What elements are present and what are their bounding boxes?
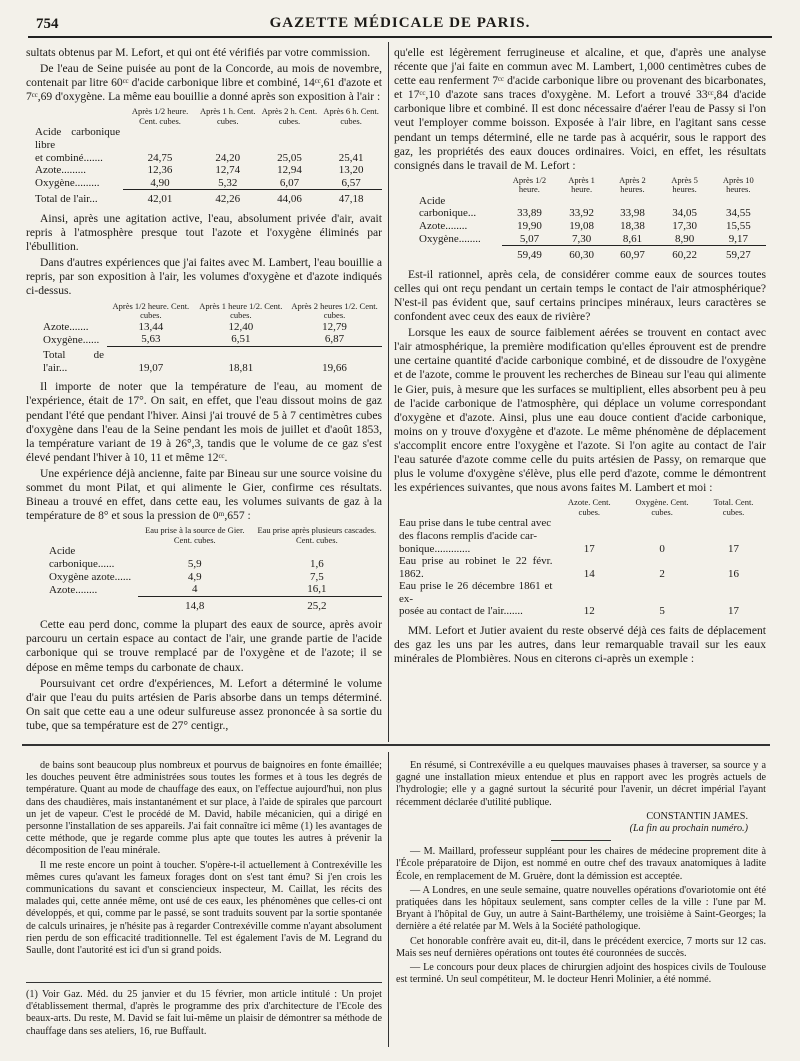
table-cell: 5,07 xyxy=(519,232,540,245)
table-cell: 14 xyxy=(583,567,595,580)
table-cell: 7,5 xyxy=(309,570,324,583)
paragraph: Il me reste encore un point à toucher. S'opère-t-il actuellement à Contrexéville les mêmes cures qu'avant les fameux forages dont on s'est tant ému? Si j'en crois les communications du savant et consciencieux inspecteur, M. Caillat, les récits des malades qui, cette année même, ont usé de ces eaux, les phénomènes que celles-ci ont développés, et qui, comme par le passé, se sont traduits souvent par la sortie spontanée de calculs urinaires, je n'hésite pas à regarder Contrexéville comme n'ayant absolument rien perdu de son efficacité traditionnelle. Tel est également l'avis de M. Legrand du Saulle, dont l'autorité est ici d'un si grand poids. xyxy=(26,859,382,957)
table-cell: 12,74 xyxy=(215,164,241,177)
paragraph: Cette eau perd donc, comme la plupart des eaux de source, après avoir parcouru un certain espace au contact de l'air, une grande partie de l'acide carbonique qui se trouve remplacé par de l'oxygène et de l'azote; il se dépose en même temps du carbonate de chaux. xyxy=(26,618,382,674)
paragraph: Lorsque les eaux de source faiblement aérées se trouvent en contact avec l'air atmosphérique, la première modification qu'elles éprouvent est de prendre une certaine quantité d'acide carbonique combiné, et de dissoudre de l'oxygène et de l'azote, comme le prouvent les recherches de Bineau sur l'eau qui alimente le Gier, puis, à mesure que les surfaces se multiplient, elles absorbent peu à peu de l'acide carbonique de l'atmosphère, qui déplace un volume correspondant d'oxygène et d'azote. Ainsi, plus une eau douce contient d'acide carbonique, moins on y trouve d'oxygène et d'azote. Le même phénomène de déplacement s'accomplit encore entre l'oxygène et l'azote. Si l'on agite au contact de l'air l'eau saturée d'azote comme celle du puits artésien de Passy, on remarque que plus le volume d'oxygène s'élève, plus elle perd d'azote, comme le démontrent les expériences suivantes, que nous avons faites M. Lambert et moi : xyxy=(394,326,766,495)
author-signature: CONSTANTIN JAMES. xyxy=(646,810,748,822)
row-label: Azote......... xyxy=(35,164,87,177)
row-label: Oxygène azote...... xyxy=(49,570,132,583)
table-total-row xyxy=(416,246,766,262)
table-header-cell xyxy=(32,107,123,126)
row-label: Oxygène...... xyxy=(43,333,100,346)
table-header-cell: Après 1 heure 1/2. Cent. cubes. xyxy=(199,300,283,320)
paragraph: De l'eau de Seine puisée au pont de la Concorde, au mois de novembre, contenait par litre 60ᶜᶜ d'acide carbonique libre et combiné, 14ᶜᶜ,61 d'azote et 7ᶜᶜ,69 d'oxygène. La même eau bouillie a donné après son exposition à l'air : xyxy=(26,62,382,104)
table-cell: 1,6 xyxy=(309,557,324,570)
table-cell: 44,06 xyxy=(259,190,321,206)
table-cell xyxy=(123,126,197,151)
row-label: Acide carbonique libre xyxy=(35,126,121,151)
table-cell: 16 xyxy=(728,567,740,580)
table-cell xyxy=(555,530,623,543)
table-cell: 5,9 xyxy=(187,557,202,570)
news-item: Cet honorable confrère avait eu, dit-il, dans le précédent exercice, 7 morts sur 12 cas. Mais ses neuf dernières opérations ont toutes été couronnées de succès. xyxy=(396,935,766,959)
table-row xyxy=(46,571,382,584)
table-header-cell: Après 1/2 heure. Cent. cubes. xyxy=(131,106,189,126)
table-header-row xyxy=(40,302,382,321)
table-header-cell: Oxygène. Cent. cubes. xyxy=(635,497,689,517)
table-cell: 5 xyxy=(659,605,665,618)
table-cell: 42,01 xyxy=(123,190,197,206)
table-cell: 8,61 xyxy=(622,232,643,245)
table-cell: 25,05 xyxy=(277,151,302,164)
table-header-row xyxy=(46,526,382,545)
table-header-cell xyxy=(46,526,138,545)
right-column xyxy=(394,46,766,668)
table-cell: 4,9 xyxy=(187,570,202,583)
table-cell: 33,98 xyxy=(620,207,645,220)
row-label: Azote....... xyxy=(43,320,89,333)
table-cell: 12,36 xyxy=(147,164,173,177)
column-divider xyxy=(388,42,389,742)
row-label: Acide carbonique... xyxy=(419,194,477,220)
table-header-row xyxy=(416,176,766,195)
paragraph: de bains sont beaucoup plus nombreux et pourvus de baignoires en fonte émaillée; les douches peuvent être administrées sous toutes les formes et à tous les degrés de température. Quant au mode de chauffage des eaux, on l'effectue aujourd'hui, non plus dans des chaudières, mais instantanément et sur place, à l'aide de spirales que parcourt un jet de vapeur. C'est le procédé de M. David, habile mécanicien, qui a dirigé en personne l'installation de ses appareils. J'ai fait connaître ici même (1) les avantages de cette méthode, que je regarde comme plus apte que toutes les autres à prévenir la décomposition de l'eau minérale. xyxy=(26,760,382,857)
table-header-cell: Après 1 h. Cent. cubes. xyxy=(200,106,256,126)
continued-note: (La fin au prochain numéro.) xyxy=(629,823,748,835)
table-header-cell xyxy=(416,176,502,195)
header-rule xyxy=(28,36,772,38)
paragraph: qu'elle est légèrement ferrugineuse et alcaline, et que, d'après une analyse récente que j'ai faite en commun avec M. Lambert, 1,000 centimètres cubes de cette eau renferment 7ᶜᶜ d'acide carbonique libre ou provenant des bicarbonates, et 17ᶜᶜ,10 d'azote sans traces d'oxygène. M. Lefort a trouvé 33ᶜᶜ,84 d'acide carbonique libre et combiné. Il est donc nécessaire d'aérer l'eau de Passy si l'on veut l'employer comme boisson. Exposée à l'air libre, en l'agitant sans cesse pendant un temps déterminé, elle ne tarde pas à acquérir, sous le rapport des gaz, les propriétés des eaux douces ordinaires. Voici, en effet, les résultats consignés dans le travail de M. Lefort : xyxy=(394,46,766,172)
news-divider xyxy=(551,840,611,841)
table-lambert-experiments xyxy=(40,302,382,375)
table-row xyxy=(46,545,382,570)
table-cell: 6,07 xyxy=(279,176,300,189)
table-cell: 9,17 xyxy=(728,232,748,245)
table-cell: 34,55 xyxy=(725,207,751,220)
table-row xyxy=(32,152,382,165)
table-total-row xyxy=(40,346,382,374)
table-cell: 60,22 xyxy=(659,246,711,262)
row-label xyxy=(416,246,502,262)
table-cell: 14,8 xyxy=(138,596,252,612)
table-cell: 25,2 xyxy=(252,596,382,612)
table-row xyxy=(32,164,382,177)
table-cell: 60,97 xyxy=(606,246,658,262)
table-cell xyxy=(555,517,623,530)
table-row xyxy=(396,517,766,530)
table-cell: 17,30 xyxy=(672,220,697,233)
table-cell: 59,27 xyxy=(711,246,766,262)
table-cell xyxy=(701,517,766,530)
table-header-cell xyxy=(40,302,107,321)
table-cell: 4 xyxy=(192,583,198,596)
table-total-row xyxy=(32,190,382,206)
table-cell: 19,08 xyxy=(569,220,594,233)
table-cell: 8,90 xyxy=(674,232,695,245)
bottom-right-column xyxy=(396,760,766,988)
paragraph: Il importe de noter que la température de l'eau, au moment de l'expérience, était de 17°. On sait, en effet, que l'eau dissout moins de gaz pendant l'été que pendant l'hiver. Ainsi j'ai trouvé de 5 à 7 centimètres cubes d'oxygène dans l'eau de la Seine pendant les mois de juillet et d'août 1853, la température variant de 19 à 26°,3, tandis que le volume de ce gaz s'est élevé pendant l'hiver à 10, 11 et même 12ᶜᶜ. xyxy=(26,380,382,464)
table-cell xyxy=(555,580,623,605)
row-label: bonique............. xyxy=(399,542,471,555)
table-cell: 19,90 xyxy=(517,220,542,233)
table-cell: 25,41 xyxy=(338,151,364,164)
table-cell: 18,38 xyxy=(620,220,645,233)
row-label: Total de l'air... xyxy=(35,193,98,206)
page-header xyxy=(28,12,772,38)
table-cell: 5,63 xyxy=(141,333,161,346)
table-cell: 2 xyxy=(659,567,665,580)
table-cell xyxy=(701,530,766,543)
table-cell: 6,51 xyxy=(231,333,251,346)
table-header-cell: Après 1 heure. xyxy=(568,174,595,195)
row-label: Eau prise dans le tube central avec xyxy=(399,517,552,530)
paragraph: MM. Lefort et Jutier avaient du reste observé déjà ces faits de déplacement des gaz les uns par les autres, dans leur remarquable travail sur les eaux minérales de Plombières. Nous en citerons ci-après un exemple : xyxy=(394,624,766,666)
news-item: — M. Maillard, professeur suppléant pour les chaires de médecine proprement dite à l'École préparatoire de Dijon, est nommé en outre chef des travaux anatomiques à ladite École, en remplacement de M. Gruère, dont la démission est acceptée. xyxy=(396,846,766,882)
news-item: — Le concours pour deux places de chirurgien adjoint des hospices civils de Toulouse est terminé. Un seul compétiteur, M. le docteur Henri Molinier, a été nommé. xyxy=(396,962,766,986)
row-label: posée au contact de l'air....... xyxy=(399,605,523,618)
table-row xyxy=(396,555,766,580)
table-row xyxy=(416,195,766,220)
row-label: Azote........ xyxy=(419,220,468,233)
table-cell: 16,1 xyxy=(307,583,327,596)
row-label: Total de l'air... xyxy=(43,349,105,374)
table-cell: 17 xyxy=(583,542,595,555)
table-cell: 60,30 xyxy=(557,246,607,262)
table-cell: 24,75 xyxy=(147,151,173,164)
table-row xyxy=(396,580,766,605)
row-label: des flacons remplis d'acide car- xyxy=(399,529,537,542)
table-cell: 17 xyxy=(728,542,740,555)
table-row xyxy=(32,126,382,151)
section-divider xyxy=(22,744,770,746)
table-cell: 13,44 xyxy=(138,320,164,333)
paragraph: Dans d'autres expériences que j'ai faites avec M. Lambert, l'eau bouillie a repris, par son exposition à l'air, les volumes d'oxygène et d'azote indiqués ci-dessus. xyxy=(26,256,382,298)
footnote: (1) Voir Gaz. Méd. du 25 janvier et du 15 février, mon article intitulé : Un projet d'établissement thermal, d'après le programme des prix d'architecture de l'Ecole des beaux-arts. Du reste, M. David se fait lui-même un plaisir de démontrer sa méthode de chauffage dans ses ateliers, 16, rue Buffault. xyxy=(26,982,382,1038)
table-bineau-gier xyxy=(46,526,382,612)
paragraph: Ainsi, après une agitation active, l'eau, absolument privée d'air, avait repris à l'atmosphère presque tout l'azote et l'oxygène éliminés par l'ébullition. xyxy=(26,211,382,254)
table-cell: 17 xyxy=(728,605,740,618)
row-label: Oxygène........ xyxy=(419,233,481,246)
table-header-cell: Après 2 heures 1/2. Cent. cubes. xyxy=(291,300,378,320)
table-header-cell: Après 1/2 heure. xyxy=(512,174,547,195)
table-row xyxy=(416,233,766,246)
table-header-cell: Eau prise à la source de Gier. Cent. cubes. xyxy=(145,525,245,545)
table-azote-oxygene xyxy=(396,498,766,618)
table-cell: 6,87 xyxy=(324,333,345,346)
table-cell: 13,20 xyxy=(338,164,364,177)
table-header-cell: Azote. Cent. cubes. xyxy=(567,497,611,517)
paragraph: sultats obtenus par M. Lefort, et qui ont été vérifiés par votre commission. xyxy=(26,46,371,59)
row-label: Eau prise le 26 décembre 1861 et ex- xyxy=(399,580,553,605)
table-row xyxy=(396,605,766,618)
paragraph: Poursuivant cet ordre d'expériences, M. Lefort a déterminé le volume d'air que l'eau du puits artésien de Paris absorbe dans un temps déterminé. On sait que cette eau a une odeur sulfureuse assez prononcée à sa sortie du tube, que sa température est de 27° centigr., xyxy=(26,676,382,732)
row-label: Oxygène......... xyxy=(35,177,100,190)
paragraph: Est-il rationnel, après cela, de considérer comme eaux de sources toutes celles qui ont reçu pendant un certain temps le contact de l'air atmosphérique? N'est-il pas évident que, sauf certains principes minéraux, leurs caractères se confondent avec ceux des eaux de rivière? xyxy=(394,267,766,324)
table-cell: 5,32 xyxy=(218,176,238,189)
paragraph: Une expérience déjà ancienne, faite par Bineau sur une source voisine du sommet du mont Pilat, et qui alimente le Gier, confirme ces résultats. Bineau a trouvé en effet, dans cette eau, les volumes suivants de gaz à la température de 8° et sous la pression de 0ᵐ,657 : xyxy=(26,466,382,523)
table-header-row xyxy=(32,107,382,126)
bottom-left-column xyxy=(26,760,382,959)
table-cell: 7,30 xyxy=(571,232,592,245)
table-cell: 34,05 xyxy=(672,207,697,220)
table-passy-water xyxy=(416,176,766,262)
table-cell xyxy=(197,126,259,151)
table-row xyxy=(32,177,382,190)
paragraph: En résumé, si Contrexéville a eu quelques mauvaises phases à traverser, sa source y a gagné une installation mieux entendue et plus en rapport avec les progrès actuels de l'hydrologie; elle y a gagné surtout la sécurité pour l'avenir, un décret impérial l'ayant récemment déclarée d'utilité publique. xyxy=(396,760,766,808)
table-row xyxy=(396,530,766,543)
table-cell: 59,49 xyxy=(502,246,557,262)
table-row xyxy=(396,543,766,556)
column-divider xyxy=(388,752,389,1047)
table-cell xyxy=(623,580,701,605)
table-header-cell: Après 2 heures. xyxy=(619,174,646,195)
table-cell: 47,18 xyxy=(320,190,382,206)
page-number: 754 xyxy=(36,16,59,32)
table-header-cell: Après 10 heures. xyxy=(722,174,754,195)
table-row xyxy=(416,220,766,233)
table-total-row xyxy=(46,596,382,612)
table-cell: 6,57 xyxy=(341,176,361,189)
table-cell: 18,81 xyxy=(195,346,287,374)
table-cell: 12 xyxy=(583,605,595,618)
table-header-row xyxy=(396,498,766,517)
table-cell: 24,20 xyxy=(215,151,241,164)
table-cell: 42,26 xyxy=(197,190,259,206)
left-column xyxy=(26,46,382,735)
table-cell: 12,79 xyxy=(322,320,347,333)
table-header-cell xyxy=(396,498,555,517)
table-header-cell: Après 6 h. Cent. cubes. xyxy=(323,106,379,126)
table-cell: 33,92 xyxy=(569,207,594,220)
journal-title: GAZETTE MÉDICALE DE PARIS. xyxy=(269,15,531,31)
table-cell: 15,55 xyxy=(725,220,751,233)
table-row xyxy=(40,333,382,346)
table-cell xyxy=(623,517,701,530)
news-item: — A Londres, en une seule semaine, quatre nouvelles opérations d'ovariotomie ont été pratiquées dans les hôpitaux seulement, sans compter celles de la ville : l'une par M. Bryant à l'hôpital de Guy, un autre à Saint-Barthélemy, une troisième à Saint-Georges; la dernière a été relatée par M. Wels à la Société pathologique. xyxy=(396,884,766,933)
table-header-cell: Total. Cent. cubes. xyxy=(713,497,754,517)
table-header-cell: Après 5 heures. xyxy=(671,174,698,195)
table-cell xyxy=(320,126,382,151)
table-cell: 19,07 xyxy=(107,346,195,374)
row-label xyxy=(46,596,138,612)
table-cell xyxy=(623,530,701,543)
table-seine-water xyxy=(32,107,382,206)
table-header-cell: Eau prise après plusieurs cascades. Cent. cubes. xyxy=(257,525,377,545)
row-label: Acide carbonique...... xyxy=(49,545,115,570)
table-cell: 19,66 xyxy=(287,346,382,374)
table-cell xyxy=(701,580,766,605)
table-cell: 12,40 xyxy=(228,320,254,333)
table-cell: 4,90 xyxy=(150,176,170,189)
table-cell: 33,89 xyxy=(517,207,542,220)
table-row xyxy=(40,321,382,334)
table-cell xyxy=(259,126,321,151)
table-header-cell: Après 1/2 heure. Cent. cubes. xyxy=(112,300,190,320)
row-label: et combiné....... xyxy=(35,151,103,164)
table-cell: 12,94 xyxy=(277,164,302,177)
row-label: Azote........ xyxy=(49,583,98,596)
table-row xyxy=(46,583,382,596)
table-cell: 0 xyxy=(659,542,665,555)
table-header-cell: Après 2 h. Cent. cubes. xyxy=(261,106,318,126)
row-label: Eau prise au robinet le 22 févr. 1862. xyxy=(399,555,553,580)
